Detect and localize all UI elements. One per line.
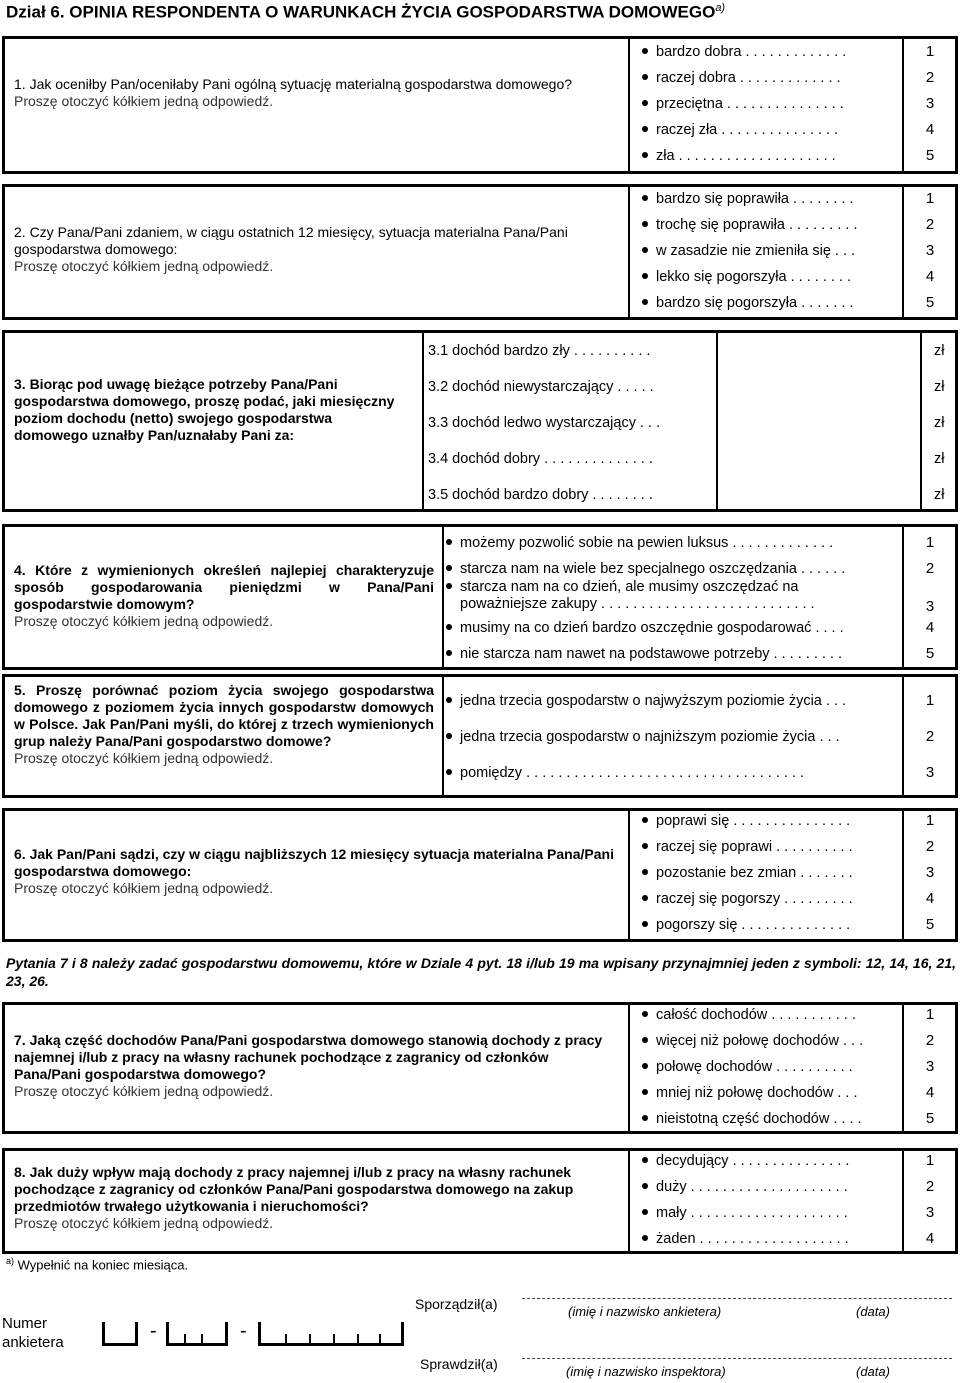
q6-code-3[interactable]: 3: [925, 864, 935, 881]
q1-option-5[interactable]: [642, 145, 836, 167]
numer-label: [2, 1314, 64, 1352]
q3-question: [14, 376, 409, 444]
q4-option-2[interactable]: [446, 558, 845, 580]
bullet-icon: [642, 921, 648, 927]
q8-option-1[interactable]: [642, 1150, 849, 1172]
section-note: Pytania 7 i 8 należy zadać gospodarstwu domowemu, które w Dziale 4 pyt. 18 i/lub 19 ma wpisany przynajmniej jeden z symboli: 12, 14, 16, 21, 23, 26.: [6, 955, 956, 989]
q4-question: [14, 562, 434, 630]
q8-option-2[interactable]: [642, 1176, 848, 1198]
q6-option-2[interactable]: [642, 836, 853, 858]
q4-option-label: starcza nam na co dzień, ale musimy oszczędzać na: [460, 579, 799, 595]
q6-code-2[interactable]: 2: [925, 838, 935, 855]
number-box-1[interactable]: [102, 1322, 138, 1346]
q2-code-divider: [902, 184, 904, 320]
bullet-icon: [642, 1209, 648, 1215]
bullet-icon: [642, 1235, 648, 1241]
q3-row-label-4: 3.4 dochód dobry . . . . . . . . . . . . . .: [428, 451, 653, 467]
q6-code-divider: [902, 808, 904, 942]
q1-option-2[interactable]: [642, 67, 841, 89]
q7-option-2[interactable]: [642, 1030, 863, 1052]
q2-question-text: 2. Czy Pana/Pani zdaniem, w ciągu ostatnich 12 miesięcy, sytuacja materialna Pana/Pani gospodarstwa domowego:: [14, 224, 568, 257]
q6-option-4[interactable]: [642, 888, 853, 910]
q2-code-2[interactable]: 2: [925, 216, 935, 233]
bullet-icon: [446, 697, 452, 703]
q7-code-divider: [902, 1002, 904, 1134]
q6-divider: [628, 808, 630, 942]
q3-question-text: 3. Biorąc pod uwagę bieżące potrzeby Pana/Pani gospodarstwa domowego, proszę podać, jaki miesięczny poziom dochodu (netto) swojego gospodarstwa domowego uznałby Pan/uznałaby Pani za:: [14, 376, 395, 443]
bullet-icon: [446, 565, 452, 571]
bullet-icon: [642, 1011, 648, 1017]
q3-row-label-2: 3.2 dochód niewystarczający . . . . .: [428, 379, 654, 395]
q4-option-label: nie starcza nam nawet na podstawowe potrzeby . . . . . . . . .: [460, 646, 843, 662]
q6-code-1[interactable]: 1: [925, 812, 935, 829]
q2-code-3[interactable]: 3: [925, 242, 935, 259]
q7-divider: [628, 1002, 630, 1134]
q7-code-4[interactable]: 4: [925, 1084, 935, 1101]
q4-option-1[interactable]: [446, 532, 833, 554]
q5-code-3[interactable]: 3: [925, 764, 935, 781]
bullet-icon: [642, 74, 648, 80]
bullet-icon: [446, 624, 452, 630]
q8-question-text: 8. Jak duży wpływ mają dochody z pracy najemnej i/lub z pracy na własny rachunek pochodzące z zagranicy od członków Pana/Pani gospodarstwa domowego na zakup przedmiotów trwałego użytkowania i nieruchomości?: [14, 1164, 574, 1214]
bullet-icon: [642, 895, 648, 901]
q1-option-label: przeciętna . . . . . . . . . . . . . . .: [656, 96, 844, 112]
q3-amount-input-2[interactable]: [718, 372, 918, 402]
q4-code-3[interactable]: 3: [925, 598, 935, 615]
q2-option-3[interactable]: [642, 240, 855, 262]
q4-option-3[interactable]: [446, 579, 815, 613]
q7-option-4[interactable]: [642, 1082, 858, 1104]
q7-question-text: 7. Jaką część dochodów Pana/Pani gospodarstwa domowego stanowią dochody z pracy najemnej i/lub z pracy na własny rachunek pochodzące z zagranicy od członków Pana/Pani gospodarstwa domowego?: [14, 1032, 603, 1082]
number-box-2[interactable]: [166, 1322, 228, 1346]
bullet-icon: [642, 817, 648, 823]
q4-code-4[interactable]: 4: [925, 619, 935, 636]
q6-instruction: Proszę otoczyć kółkiem jedną odpowiedź.: [14, 880, 274, 896]
q4-code-divider: [902, 524, 904, 670]
q1-option-label: bardzo dobra . . . . . . . . . . . . .: [656, 44, 847, 60]
bullet-icon: [642, 869, 648, 875]
q5-option-1[interactable]: [446, 690, 846, 712]
bullet-icon: [642, 247, 648, 253]
q6-option-label: raczej się poprawi . . . . . . . . . .: [656, 839, 853, 855]
q1-option-3[interactable]: [642, 93, 844, 115]
q7-option-3[interactable]: [642, 1056, 853, 1078]
q2-divider: [628, 184, 630, 320]
sporzadzil-label: Sporządził(a): [415, 1296, 498, 1312]
bullet-icon: [446, 769, 452, 775]
bullet-icon: [642, 221, 648, 227]
q4-option-4[interactable]: [446, 617, 844, 639]
q3-row-label-5: 3.5 dochód bardzo dobry . . . . . . . .: [428, 487, 653, 503]
q8-question: [14, 1164, 614, 1232]
q6-code-5[interactable]: 5: [925, 916, 935, 933]
number-box-3[interactable]: [258, 1322, 404, 1346]
q4-option-label: musimy na co dzień bardzo oszczędnie gospodarować . . . .: [460, 620, 844, 636]
q8-code-2[interactable]: 2: [925, 1178, 935, 1195]
q5-option-3[interactable]: [446, 762, 804, 784]
q1-question: [14, 76, 624, 110]
q2-code-4[interactable]: 4: [925, 268, 935, 285]
q8-code-divider: [902, 1148, 904, 1254]
q6-option-1[interactable]: [642, 810, 850, 832]
bullet-icon: [446, 583, 452, 589]
date-caption-2: (data): [856, 1364, 890, 1379]
q8-option-label: decydujący . . . . . . . . . . . . . . .: [656, 1153, 850, 1169]
q7-instruction: Proszę otoczyć kółkiem jedną odpowiedź.: [14, 1083, 274, 1099]
q3-amount-input-5[interactable]: [718, 480, 918, 510]
sprawdzil-signature-line[interactable]: [522, 1358, 952, 1359]
q5-option-label: jedna trzecia gospodarstw o najwyższym poziomie życia . . .: [460, 693, 847, 709]
q5-option-label: pomiędzy . . . . . . . . . . . . . . . . . . . . . . . . . . . . . . . . . . .: [460, 765, 805, 781]
q3-amount-input-1[interactable]: [718, 336, 918, 366]
q2-option-label: trochę się poprawiła . . . . . . . . .: [656, 217, 858, 233]
bullet-icon: [642, 273, 648, 279]
q4-code-1[interactable]: 1: [925, 534, 935, 551]
q1-instruction: Proszę otoczyć kółkiem jedną odpowiedź.: [14, 93, 274, 109]
q4-code-5[interactable]: 5: [925, 645, 935, 662]
q8-instruction: Proszę otoczyć kółkiem jedną odpowiedź.: [14, 1215, 274, 1231]
q7-code-5[interactable]: 5: [925, 1110, 935, 1127]
q7-option-label: całość dochodów . . . . . . . . . . .: [656, 1007, 856, 1023]
q1-code-divider: [902, 36, 904, 174]
bullet-icon: [642, 1115, 648, 1121]
q3-row-label-3: 3.3 dochód ledwo wystarczający . . .: [428, 415, 661, 431]
q1-code-1[interactable]: 1: [925, 43, 935, 60]
q3-currency-label: zł: [934, 415, 945, 431]
q7-option-label: połowę dochodów . . . . . . . . . .: [656, 1059, 853, 1075]
q5-code-divider: [902, 674, 904, 798]
number-separator-1: -: [150, 1320, 157, 1342]
q4-option-5[interactable]: [446, 643, 842, 665]
bullet-icon: [446, 539, 452, 545]
number-separator-2: -: [240, 1320, 247, 1342]
q5-instruction: Proszę otoczyć kółkiem jedną odpowiedź.: [14, 750, 274, 766]
q7-option-1[interactable]: [642, 1004, 856, 1026]
q5-option-2[interactable]: [446, 726, 840, 748]
q2-option-label: bardzo się pogorszyła . . . . . . .: [656, 295, 854, 311]
q7-option-label: nieistotną część dochodów . . . .: [656, 1111, 862, 1127]
q3-currency-label: zł: [934, 379, 945, 395]
bullet-icon: [642, 843, 648, 849]
numer-label-line2: ankietera: [2, 1334, 64, 1351]
page-title-text: Dział 6. OPINIA RESPONDENTA O WARUNKACH ŻYCIA GOSPODARSTWA DOMOWEGO: [6, 2, 716, 22]
inspektor-name-caption: (imię i nazwisko inspektora): [566, 1364, 726, 1379]
bullet-icon: [642, 126, 648, 132]
bullet-icon: [642, 100, 648, 106]
bullet-icon: [446, 650, 452, 656]
q4-option-label: starcza nam na wiele bez specjalnego oszczędzania . . . . . .: [460, 561, 846, 577]
q3-divider: [422, 330, 424, 512]
q3-row-label-1: 3.1 dochód bardzo zły . . . . . . . . . .: [428, 343, 651, 359]
q4-instruction: Proszę otoczyć kółkiem jedną odpowiedź.: [14, 613, 274, 629]
numer-label-line1: Numer: [2, 1315, 48, 1332]
bullet-icon: [642, 1089, 648, 1095]
title-footnote-mark: a): [715, 2, 726, 14]
bullet-icon: [642, 1037, 648, 1043]
bullet-icon: [446, 733, 452, 739]
q3-currency-label: zł: [934, 451, 945, 467]
q1-divider: [628, 36, 630, 174]
q5-question: [14, 682, 434, 767]
q2-option-label: w zasadzie nie zmieniła się . . .: [656, 243, 856, 259]
q4-option-label-cont: poważniejsze zakupy . . . . . . . . . . . . . . . . . . . . . . . . . . .: [460, 596, 815, 612]
q2-option-4[interactable]: [642, 266, 851, 288]
q1-code-3[interactable]: 3: [925, 95, 935, 112]
q8-code-1[interactable]: 1: [925, 1152, 935, 1169]
q2-option-label: bardzo się poprawiła . . . . . . . .: [656, 191, 854, 207]
q7-code-1[interactable]: 1: [925, 1006, 935, 1023]
bullet-icon: [642, 1157, 648, 1163]
q8-option-label: duży . . . . . . . . . . . . . . . . . . . .: [656, 1179, 848, 1195]
q1-option-label: zła . . . . . . . . . . . . . . . . . . . .: [656, 148, 836, 164]
bullet-icon: [642, 299, 648, 305]
q8-divider: [628, 1148, 630, 1254]
q7-option-label: więcej niż połowę dochodów . . .: [656, 1033, 864, 1049]
q1-code-4[interactable]: 4: [925, 121, 935, 138]
q1-option-label: raczej dobra . . . . . . . . . . . . .: [656, 70, 841, 86]
q8-option-label: mały . . . . . . . . . . . . . . . . . . . .: [656, 1205, 848, 1221]
q7-question: [14, 1032, 604, 1100]
q6-question: [14, 846, 624, 897]
q4-divider: [442, 524, 444, 670]
q6-option-label: raczej się pogorszy . . . . . . . . .: [656, 891, 853, 907]
q3-currency-label: zł: [934, 487, 945, 503]
q7-code-2[interactable]: 2: [925, 1032, 935, 1049]
q3-input-right: [920, 330, 922, 512]
date-caption-1: (data): [856, 1304, 890, 1319]
q4-option-label: możemy pozwolić sobie na pewien luksus . . . . . . . . . . . . .: [460, 535, 834, 551]
q8-option-3[interactable]: [642, 1202, 848, 1224]
q7-option-label: mniej niż połowę dochodów . . .: [656, 1085, 858, 1101]
q2-code-1[interactable]: 1: [925, 190, 935, 207]
q2-code-5[interactable]: 5: [925, 294, 935, 311]
q5-code-1[interactable]: 1: [925, 692, 935, 709]
footnote-text: Wypełnić na koniec miesiąca.: [17, 1257, 189, 1273]
q3-amount-input-3[interactable]: [718, 408, 918, 438]
q5-option-label: jedna trzecia gospodarstw o najniższym poziomie życia . . .: [460, 729, 840, 745]
q2-option-5[interactable]: [642, 292, 853, 314]
q7-option-5[interactable]: [642, 1108, 862, 1130]
q1-option-4[interactable]: [642, 119, 838, 141]
q2-question: [14, 224, 624, 275]
q6-code-4[interactable]: 4: [925, 890, 935, 907]
q6-option-5[interactable]: [642, 914, 850, 936]
bullet-icon: [642, 152, 648, 158]
footnote: [6, 1256, 188, 1272]
bullet-icon: [642, 1183, 648, 1189]
q3-amount-input-4[interactable]: [718, 444, 918, 474]
q8-option-label: żaden . . . . . . . . . . . . . . . . . . .: [656, 1231, 849, 1247]
q7-code-3[interactable]: 3: [925, 1058, 935, 1075]
q5-divider: [442, 674, 444, 798]
q1-option-1[interactable]: [642, 41, 846, 63]
q8-option-4[interactable]: [642, 1228, 849, 1250]
q8-code-4[interactable]: 4: [925, 1230, 935, 1247]
q3-currency-label: zł: [934, 343, 945, 359]
bullet-icon: [642, 48, 648, 54]
q5-question-text: 5. Proszę porównać poziom życia swojego gospodarstwa domowego z poziomem życia innych gospodarstw domowych w Polsce. Jak Pan/Pani myśli, do której z trzech wymienionych grup należy Pana/Pani gospodarstwo domowe?: [14, 682, 434, 749]
q1-option-label: raczej zła . . . . . . . . . . . . . . .: [656, 122, 839, 138]
q1-code-5[interactable]: 5: [925, 147, 935, 164]
q5-code-2[interactable]: 2: [925, 728, 935, 745]
q8-code-3[interactable]: 3: [925, 1204, 935, 1221]
q1-code-2[interactable]: 2: [925, 69, 935, 86]
q6-option-label: poprawi się . . . . . . . . . . . . . . .: [656, 813, 851, 829]
q4-code-2[interactable]: 2: [925, 560, 935, 577]
q2-option-2[interactable]: [642, 214, 857, 236]
q2-option-1[interactable]: [642, 188, 853, 210]
q4-question-text: 4. Które z wymienionych określeń najlepiej charakteryzuje sposób gospodarowania pieniędzmi w Pana/Pani gospodarstwie domowym?: [14, 562, 434, 612]
sporzadzil-signature-line[interactable]: [522, 1298, 952, 1299]
q6-option-label: pogorszy się . . . . . . . . . . . . . .: [656, 917, 851, 933]
q6-option-3[interactable]: [642, 862, 853, 884]
page-title: [6, 2, 725, 23]
footnote-mark: a): [6, 1256, 15, 1266]
q1-question-text: 1. Jak oceniłby Pan/oceniłaby Pani ogólną sytuację materialną gospodarstwa domowego?: [14, 76, 573, 92]
q2-option-label: lekko się pogorszyła . . . . . . . .: [656, 269, 852, 285]
sprawdzil-label: Sprawdził(a): [420, 1356, 498, 1372]
bullet-icon: [642, 1063, 648, 1069]
q6-option-label: pozostanie bez zmian . . . . . . .: [656, 865, 853, 881]
q2-instruction: Proszę otoczyć kółkiem jedną odpowiedź.: [14, 258, 274, 274]
q6-question-text: 6. Jak Pan/Pani sądzi, czy w ciągu najbliższych 12 miesięcy sytuacja materialna Pana/Pani gospodarstwa domowego:: [14, 846, 614, 879]
ankieter-name-caption: (imię i nazwisko ankietera): [568, 1304, 722, 1319]
bullet-icon: [642, 195, 648, 201]
